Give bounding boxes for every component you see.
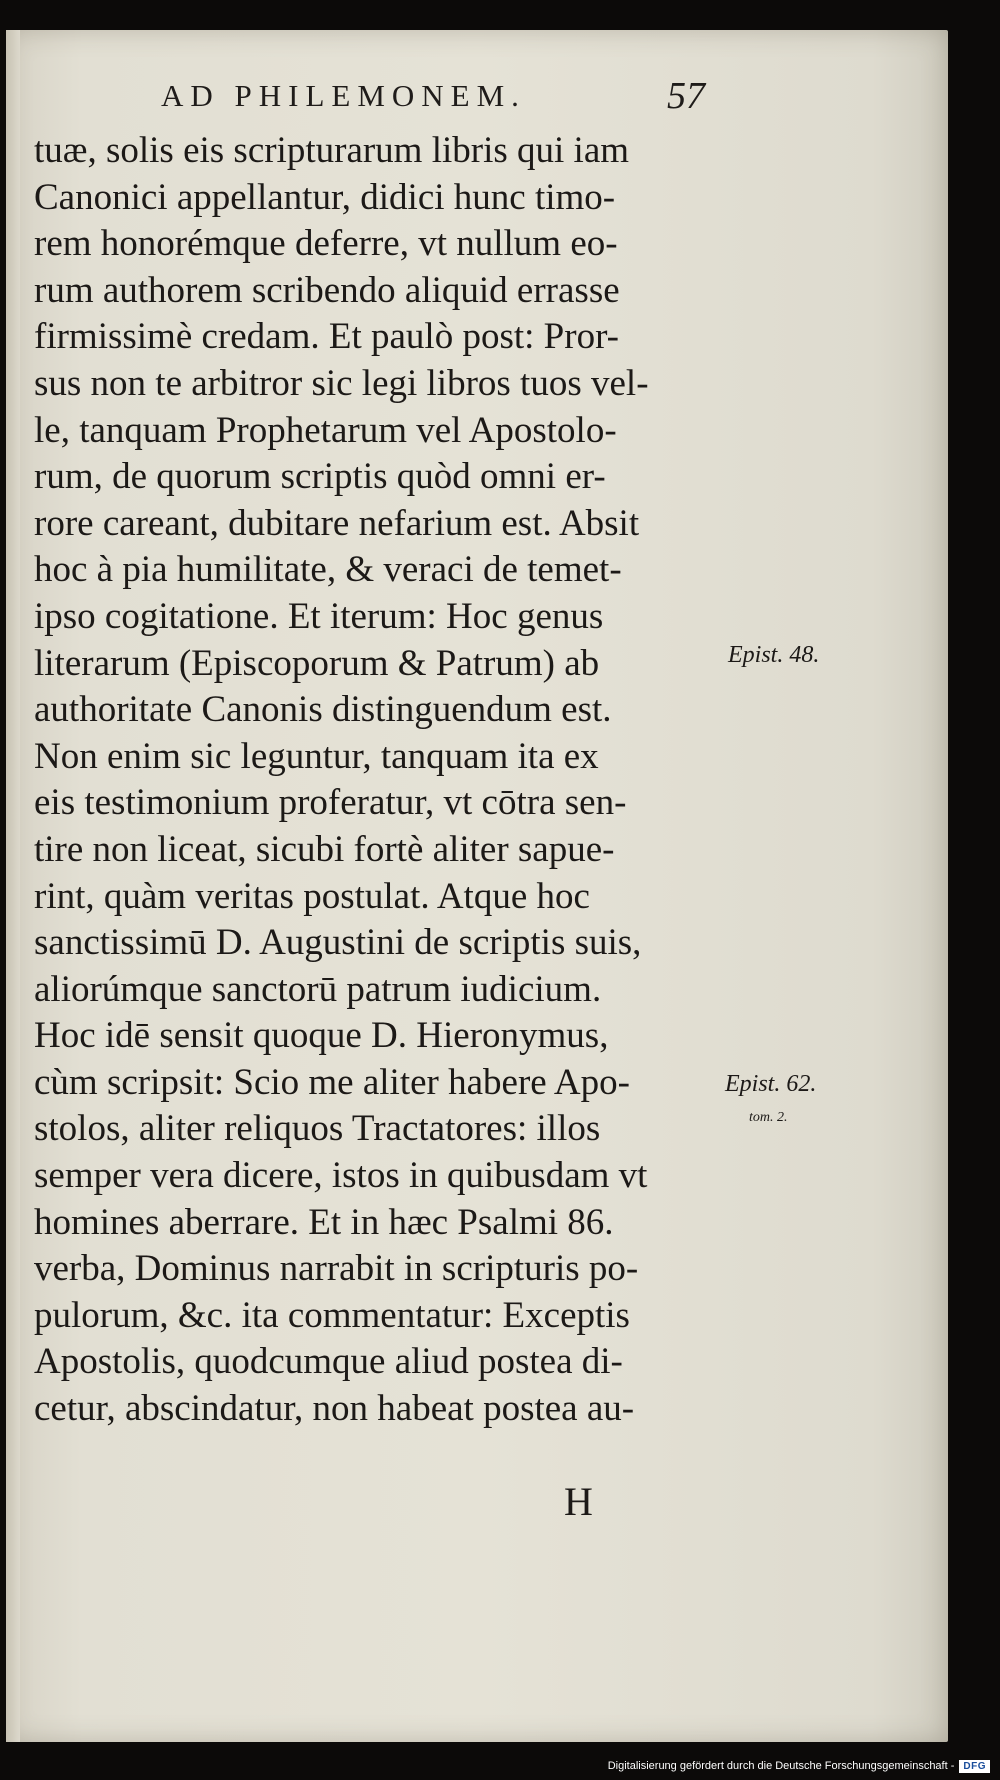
text-line: stolos, aliter reliquos Tractatores: illos xyxy=(34,1108,601,1150)
signature-mark: H xyxy=(564,1479,593,1524)
text-line: semper vera dicere, istos in quibusdam vt xyxy=(34,1155,648,1197)
text-line: verba, Dominus narrabit in scripturis po- xyxy=(34,1248,639,1290)
text-line: tuæ, solis eis scripturarum libris qui iam xyxy=(34,130,630,171)
text-line: authoritate Canonis distinguendum est. xyxy=(34,689,612,731)
text-line: rum authorem scribendo aliquid errasse xyxy=(34,269,620,311)
dfg-logo: DFG xyxy=(959,1760,990,1773)
text-line: tire non liceat, sicubi fortè aliter sapue- xyxy=(34,828,615,870)
text-line: Canonici appellantur, didici hunc timo- xyxy=(34,176,616,218)
digitization-credit xyxy=(608,1756,990,1776)
text-line: homines aberrare. Et in hæc Psalmi 86. xyxy=(34,1201,614,1243)
text-line: sanctissimū D. Augustini de scriptis suis, xyxy=(34,922,642,964)
running-head: AD PHILEMONEM. xyxy=(161,78,526,113)
text-line: rint, quàm veritas postulat. Atque hoc xyxy=(34,875,590,917)
text-line: eis testimonium proferatur, vt cōtra sen- xyxy=(34,782,627,824)
text-line: cùm scripsit: Scio me aliter habere Apo- xyxy=(34,1061,630,1103)
text-line: Apostolis, quodcumque aliud postea di- xyxy=(34,1341,623,1383)
text-line: rore careant, dubitare nefarium est. Absit xyxy=(34,502,640,544)
text-line: Hoc idē sensit quoque D. Hieronymus, xyxy=(34,1015,609,1057)
marginal-note-tom-2: tom. 2. xyxy=(749,1110,788,1125)
body-text xyxy=(34,128,724,1433)
marginal-note-epist-62: Epist. 62. xyxy=(725,1071,817,1097)
text-line: aliorúmque sanctorū patrum iudicium. xyxy=(34,968,602,1010)
credit-text: Digitalisierung gefördert durch die Deutsche Forschungsgemeinschaft - xyxy=(607,1760,955,1772)
text-line: sus non te arbitror sic legi libros tuos vel- xyxy=(34,362,649,404)
text-line: rum, de quorum scriptis quòd omni er- xyxy=(34,456,606,498)
page-number: 57 xyxy=(667,75,705,117)
text-line: literarum (Episcoporum & Patrum) ab xyxy=(34,642,600,684)
text-line: le, tanquam Prophetarum vel Apostolo- xyxy=(34,409,617,451)
text-line: hoc à pia humilitate, & veraci de temet- xyxy=(34,549,622,591)
text-line: Non enim sic leguntur, tanquam ita ex xyxy=(34,735,599,777)
page-edge-shadow xyxy=(6,30,20,1742)
marginal-note-epist-48: Epist. 48. xyxy=(728,642,820,668)
text-line: pulorum, &c. ita commentatur: Exceptis xyxy=(34,1294,630,1336)
text-line: rem honorémque deferre, vt nullum eo- xyxy=(34,223,618,265)
text-line: cetur, abscindatur, non habeat postea au- xyxy=(34,1388,635,1430)
text-line: ipso cogitatione. Et iterum: Hoc genus xyxy=(34,595,604,637)
text-line: firmissimè credam. Et paulò post: Pror- xyxy=(34,316,619,358)
